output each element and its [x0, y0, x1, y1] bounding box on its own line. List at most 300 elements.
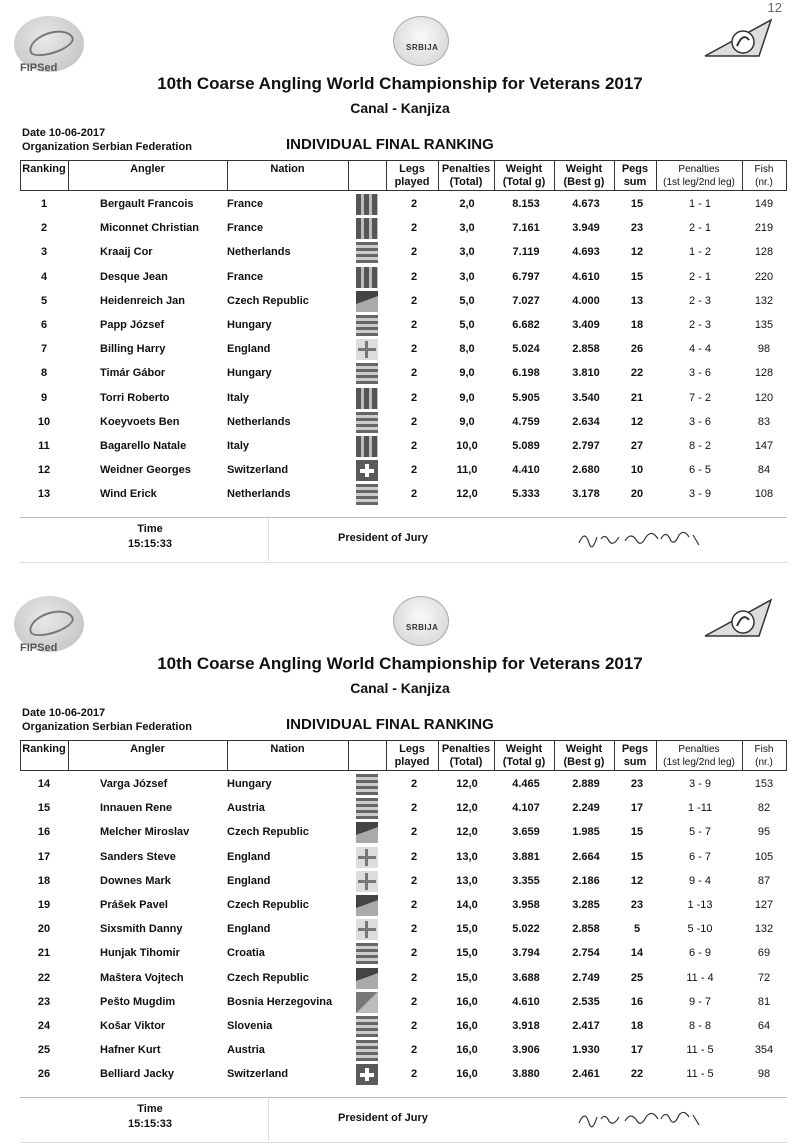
legs-played: 2 [410, 971, 418, 984]
nation-name: Hungary [227, 367, 272, 380]
leg-penalties: 6 - 5 [688, 464, 711, 477]
leg-penalties: 8 - 2 [688, 440, 711, 452]
rank-cell: 13 [37, 488, 51, 501]
table-row [20, 459, 787, 483]
leg-penalties: 2 - 3 [688, 319, 711, 331]
fish-count: 120 [754, 391, 774, 404]
weight-total: 5.333 [512, 488, 540, 501]
nation-name: Czech Republic [227, 294, 309, 307]
table-row [20, 846, 787, 870]
pegs-sum: 15 [630, 198, 644, 210]
pegs-sum: 12 [630, 246, 644, 259]
weight-total: 4.610 [512, 995, 540, 1008]
nation-name: Italy [227, 391, 250, 404]
table-row [20, 967, 787, 991]
weight-total: 3.659 [512, 826, 540, 839]
angler-name: Hafner Kurt [100, 1044, 161, 1057]
flag-icon [356, 291, 378, 312]
fish-count: 105 [754, 850, 774, 863]
table-row [20, 918, 787, 942]
ranking-heading: INDIVIDUAL FINAL RANKING [286, 716, 494, 733]
legs-played: 2 [410, 367, 418, 380]
venue-subtitle: Canal - Kanjiza [350, 680, 450, 696]
flag-icon [356, 363, 378, 384]
fish-count: 128 [754, 367, 774, 380]
weight-best: 3.178 [572, 488, 600, 501]
legs-played: 2 [410, 850, 418, 863]
penalties-total: 12,0 [456, 802, 478, 815]
table-row [20, 1063, 787, 1087]
pegs-sum: 17 [630, 1044, 644, 1057]
angler-name: Miconnet Christian [100, 222, 200, 235]
nation-name: Austria [227, 802, 265, 815]
weight-total: 3.794 [512, 947, 540, 960]
jury-signature [575, 1105, 715, 1131]
nation-name: England [227, 923, 271, 936]
fipsed-logo [14, 16, 84, 72]
fish-count: 98 [757, 1068, 771, 1081]
weight-total: 3.880 [512, 1068, 540, 1081]
weight-total: 5.905 [512, 391, 540, 404]
leg-penalties: 2 - 1 [688, 270, 711, 283]
rank-cell: 12 [37, 464, 51, 477]
rank-cell: 3 [40, 246, 48, 259]
nation-name: Italy [227, 440, 250, 452]
penalties-total: 14,0 [456, 899, 478, 911]
time-stamp: Time 15:15:33 [127, 1103, 173, 1130]
penalties-total: 15,0 [456, 923, 478, 936]
nation-name: Hungary [227, 319, 272, 331]
fish-count: 153 [754, 778, 774, 790]
nation-name: Netherlands [227, 488, 291, 501]
angler-name: Belliard Jacky [100, 1068, 174, 1081]
nation-name: Czech Republic [227, 826, 309, 839]
fish-count: 83 [757, 415, 771, 428]
table-row [20, 193, 787, 217]
weight-total: 7.119 [512, 246, 540, 259]
weight-best: 4.673 [572, 198, 600, 210]
leg-penalties: 2 - 1 [688, 222, 711, 235]
angler-name: Timár Gábor [100, 367, 166, 380]
penalties-total: 16,0 [456, 1020, 478, 1032]
table-row [20, 314, 787, 338]
fish-count: 220 [754, 270, 774, 283]
fish-count: 84 [757, 464, 771, 477]
table-row [20, 241, 787, 265]
flag-icon [356, 774, 378, 795]
flag-icon [356, 919, 378, 940]
angler-name: Downes Mark [100, 874, 171, 887]
pegs-sum: 27 [630, 440, 644, 452]
fish-count: 219 [754, 222, 774, 235]
nation-name: Switzerland [227, 1068, 289, 1081]
table-row [20, 411, 787, 435]
weight-total: 3.906 [512, 1044, 540, 1057]
angler-name: Bergault Francois [100, 198, 194, 210]
serbia-logo-text: SRBIJA [406, 43, 439, 52]
angler-name: Melcher Miroslav [100, 826, 190, 839]
col-weight-best: Weight (Best g) [563, 163, 605, 188]
fipsed-logo-text: FIPSed [20, 642, 58, 654]
penalties-total: 5,0 [459, 319, 475, 331]
table-row [20, 483, 787, 507]
rank-cell: 22 [37, 971, 51, 984]
legs-played: 2 [410, 1068, 418, 1081]
championship-title: 10th Coarse Angling World Championship for Veterans 2017 [157, 74, 643, 93]
jury-signature [575, 525, 715, 551]
nation-name: Netherlands [227, 415, 291, 428]
leg-penalties: 1 -13 [687, 899, 713, 911]
penalties-total: 15,0 [456, 971, 478, 984]
pegs-sum: 15 [630, 270, 644, 283]
date-label: Date 10-06-2017 [22, 707, 106, 719]
nation-name: Croatia [227, 947, 265, 960]
pegs-sum: 12 [630, 874, 644, 887]
rank-cell: 1 [40, 198, 48, 210]
table-row [20, 821, 787, 845]
table-row [20, 338, 787, 362]
legs-played: 2 [410, 198, 418, 210]
penalties-total: 9,0 [459, 367, 475, 380]
fish-count: 127 [754, 899, 774, 911]
pegs-sum: 23 [630, 222, 644, 235]
weight-total: 4.410 [512, 464, 540, 477]
rank-cell: 23 [37, 995, 51, 1008]
angler-name: Pešto Mugdim [100, 995, 176, 1008]
legs-played: 2 [410, 440, 418, 452]
table-row [20, 797, 787, 821]
weight-best: 4.000 [572, 294, 600, 307]
legs-played: 2 [410, 222, 418, 235]
pegs-sum: 22 [630, 367, 644, 380]
date-label: Date 10-06-2017 [22, 127, 106, 139]
leg-penalties: 11 - 4 [686, 971, 714, 984]
leg-penalties: 9 - 7 [688, 995, 711, 1008]
legs-played: 2 [410, 294, 418, 307]
fish-count: 98 [757, 343, 771, 356]
rank-cell: 16 [37, 826, 51, 839]
fish-icon [26, 25, 77, 60]
penalties-total: 11,0 [456, 464, 478, 477]
flag-icon [356, 895, 378, 916]
col-angler: Angler [130, 743, 165, 755]
nation-name: France [227, 222, 264, 235]
fipsed-logo [14, 596, 84, 652]
page-number: 12 [767, 0, 782, 15]
fish-count: 149 [754, 198, 774, 210]
flag-icon [356, 798, 378, 819]
flag-icon [356, 992, 378, 1013]
fish-count: 69 [757, 947, 771, 960]
weight-total: 3.918 [512, 1020, 540, 1032]
ranking-heading: INDIVIDUAL FINAL RANKING [286, 136, 494, 153]
legs-played: 2 [410, 947, 418, 960]
col-legs: Legs played [394, 743, 430, 768]
weight-best: 1.985 [572, 826, 600, 839]
fish-icon [26, 605, 77, 640]
col-penalties: Penalties (Total) [441, 163, 491, 188]
table-row [20, 942, 787, 966]
legs-played: 2 [410, 319, 418, 331]
pegs-sum: 13 [630, 294, 644, 307]
nation-name: Netherlands [227, 246, 291, 259]
col-ranking: Ranking [22, 743, 66, 755]
flag-icon [356, 267, 378, 288]
weight-best: 2.858 [572, 923, 600, 936]
penalties-total: 9,0 [459, 415, 475, 428]
angler-name: Kraaij Cor [100, 246, 153, 259]
weight-total: 4.107 [512, 802, 540, 815]
weight-best: 3.285 [572, 899, 600, 911]
weight-best: 4.693 [572, 246, 600, 259]
pegs-sum: 21 [630, 391, 644, 404]
flag-icon [356, 218, 378, 239]
flag-icon [356, 1064, 378, 1085]
weight-best: 4.610 [572, 270, 600, 283]
nation-name: Czech Republic [227, 971, 309, 984]
legs-played: 2 [410, 488, 418, 501]
rank-cell: 7 [40, 343, 48, 356]
weight-best: 2.797 [572, 440, 600, 452]
table-row [20, 362, 787, 386]
rank-cell: 9 [40, 391, 48, 404]
rank-cell: 14 [37, 778, 51, 790]
leg-penalties: 9 - 4 [688, 874, 711, 887]
weight-total: 3.958 [512, 899, 540, 911]
legs-played: 2 [410, 391, 418, 404]
table-row [20, 290, 787, 314]
serbia-federation-logo [393, 596, 449, 646]
table-row [20, 773, 787, 797]
fish-count: 72 [757, 971, 771, 984]
table-row [20, 387, 787, 411]
angler-name: Hunjak Tihomir [100, 947, 180, 960]
rank-cell: 8 [40, 367, 48, 380]
angler-name: Košar Viktor [100, 1020, 166, 1032]
nation-name: England [227, 343, 271, 356]
rank-cell: 21 [37, 947, 51, 960]
leg-penalties: 5 - 7 [688, 826, 711, 839]
leg-penalties: 2 - 3 [688, 294, 711, 307]
rank-cell: 18 [37, 874, 51, 887]
flag-icon [356, 412, 378, 433]
legs-played: 2 [410, 802, 418, 815]
pegs-sum: 15 [630, 850, 644, 863]
leg-penalties: 1 -11 [687, 802, 713, 815]
weight-total: 4.759 [512, 415, 540, 428]
col-weight-total: Weight (Total g) [502, 163, 546, 188]
organization-label: Organization Serbian Federation [22, 721, 192, 733]
angler-name: Torri Roberto [100, 391, 170, 404]
rank-cell: 11 [38, 440, 50, 452]
weight-best: 2.186 [572, 874, 600, 887]
penalties-total: 16,0 [456, 1068, 478, 1081]
weight-best: 2.634 [572, 415, 600, 428]
table-row [20, 894, 787, 918]
pegs-sum: 22 [630, 1068, 644, 1081]
legs-played: 2 [410, 923, 418, 936]
fish-count: 87 [757, 874, 771, 887]
penalties-total: 16,0 [456, 995, 478, 1008]
col-nation: Nation [270, 163, 305, 175]
fish-count: 135 [754, 319, 774, 331]
leg-penalties: 8 - 8 [688, 1020, 711, 1032]
weight-total: 5.022 [512, 923, 540, 936]
nation-name: England [227, 874, 271, 887]
col-angler: Angler [130, 163, 165, 175]
fish-count: 132 [754, 923, 774, 936]
flag-icon [356, 315, 378, 336]
fish-count: 128 [754, 246, 774, 259]
pegs-sum: 16 [630, 995, 644, 1008]
rank-cell: 2 [40, 222, 48, 235]
penalties-total: 10,0 [456, 440, 478, 452]
weight-total: 5.089 [512, 440, 540, 452]
legs-played: 2 [410, 899, 418, 911]
flag-icon [356, 388, 378, 409]
fish-count: 81 [757, 995, 771, 1008]
penalties-total: 8,0 [459, 343, 475, 356]
rank-cell: 20 [37, 923, 51, 936]
weight-total: 6.198 [512, 367, 540, 380]
table-row [20, 1039, 787, 1063]
pegs-sum: 10 [630, 464, 644, 477]
penalties-total: 13,0 [456, 850, 478, 863]
penalties-total: 12,0 [456, 826, 478, 839]
flag-icon [356, 871, 378, 892]
flag-icon [356, 822, 378, 843]
flag-icon [356, 943, 378, 964]
penalties-total: 3,0 [459, 222, 475, 235]
serbia-federation-logo [393, 16, 449, 66]
nation-name: Switzerland [227, 464, 289, 477]
fish-count: 354 [754, 1044, 774, 1057]
president-of-jury-label: President of Jury [338, 532, 428, 544]
rank-cell: 6 [40, 319, 48, 331]
penalties-total: 13,0 [456, 874, 478, 887]
weight-best: 2.461 [572, 1068, 600, 1081]
angler-name: Koeyvoets Ben [100, 415, 180, 428]
penalties-total: 5,0 [459, 294, 475, 307]
weight-total: 7.161 [512, 222, 540, 235]
weight-best: 2.664 [572, 850, 600, 863]
legs-played: 2 [410, 1020, 418, 1032]
weight-total: 5.024 [512, 343, 540, 356]
weight-best: 2.680 [572, 464, 600, 477]
weight-best: 3.409 [572, 319, 600, 331]
legs-played: 2 [410, 464, 418, 477]
flag-icon [356, 847, 378, 868]
weight-total: 3.881 [512, 850, 540, 863]
leg-penalties: 6 - 9 [688, 947, 711, 960]
nation-name: Hungary [227, 778, 272, 790]
pegs-sum: 12 [630, 415, 644, 428]
pegs-sum: 23 [630, 899, 644, 911]
fish-count: 64 [757, 1020, 771, 1032]
penalties-total: 3,0 [459, 270, 475, 283]
leg-penalties: 7 - 2 [688, 391, 711, 404]
rank-cell: 4 [40, 270, 48, 283]
pegs-sum: 5 [633, 923, 641, 936]
nation-name: Bosnia Herzegovina [227, 995, 333, 1008]
col-fish: Fish (nr.) [754, 744, 774, 768]
rank-cell: 19 [37, 899, 51, 911]
col-pegs: Pegs sum [621, 743, 649, 768]
nation-name: France [227, 198, 264, 210]
penalties-total: 12,0 [456, 488, 478, 501]
weight-total: 8.153 [512, 198, 540, 210]
col-nation: Nation [270, 743, 305, 755]
weight-best: 1.930 [572, 1044, 600, 1057]
pegs-sum: 26 [630, 343, 644, 356]
penalties-total: 16,0 [456, 1044, 478, 1057]
table-row [20, 266, 787, 290]
weight-total: 6.682 [512, 319, 540, 331]
pegs-sum: 23 [630, 778, 644, 790]
flag-icon [356, 968, 378, 989]
col-leg-penalties: Penalties (1st leg/2nd leg) [663, 164, 735, 188]
fish-count: 147 [754, 440, 774, 452]
penalties-total: 3,0 [459, 246, 475, 259]
pegs-sum: 17 [630, 802, 644, 815]
table-row [20, 1015, 787, 1039]
flag-icon [356, 436, 378, 457]
col-fish: Fish (nr.) [754, 164, 774, 188]
angler-name: Sanders Steve [100, 850, 176, 863]
weight-best: 2.249 [572, 802, 600, 815]
flag-icon [356, 484, 378, 505]
angler-name: Heidenreich Jan [100, 294, 185, 307]
weight-best: 2.889 [572, 778, 600, 790]
flag-icon [356, 1040, 378, 1061]
angler-name: Varga József [100, 778, 168, 790]
pegs-sum: 14 [630, 947, 644, 960]
weight-best: 2.754 [572, 947, 600, 960]
weight-best: 2.535 [572, 995, 600, 1008]
rank-cell: 26 [37, 1068, 51, 1081]
nation-name: Slovenia [227, 1020, 273, 1032]
championship-title: 10th Coarse Angling World Championship for Veterans 2017 [157, 654, 643, 673]
rank-cell: 10 [37, 415, 51, 428]
legs-played: 2 [410, 415, 418, 428]
serbia-logo-text: SRBIJA [406, 623, 439, 632]
leg-penalties: 3 - 6 [688, 415, 711, 428]
rank-cell: 24 [37, 1020, 51, 1032]
flag-icon [356, 1016, 378, 1037]
legs-played: 2 [410, 874, 418, 887]
legs-played: 2 [410, 1044, 418, 1057]
venue-subtitle: Canal - Kanjiza [350, 100, 450, 116]
penalties-total: 9,0 [459, 391, 475, 404]
angler-name: Prášek Pavel [100, 899, 168, 911]
pegs-sum: 15 [630, 826, 644, 839]
weight-best: 3.949 [572, 222, 600, 235]
pegs-sum: 18 [630, 319, 644, 331]
time-stamp: Time 15:15:33 [127, 523, 173, 550]
legs-played: 2 [410, 343, 418, 356]
col-penalties: Penalties (Total) [441, 743, 491, 768]
rank-cell: 25 [37, 1044, 51, 1057]
table-row [20, 435, 787, 459]
weight-best: 3.540 [572, 391, 600, 404]
nation-name: Czech Republic [227, 899, 309, 911]
leg-penalties: 3 - 6 [688, 367, 711, 380]
col-leg-penalties: Penalties (1st leg/2nd leg) [663, 744, 735, 768]
weight-total: 7.027 [512, 294, 540, 307]
weight-total: 6.797 [512, 270, 540, 283]
leg-penalties: 1 - 2 [688, 246, 711, 259]
fish-count: 95 [757, 826, 771, 839]
